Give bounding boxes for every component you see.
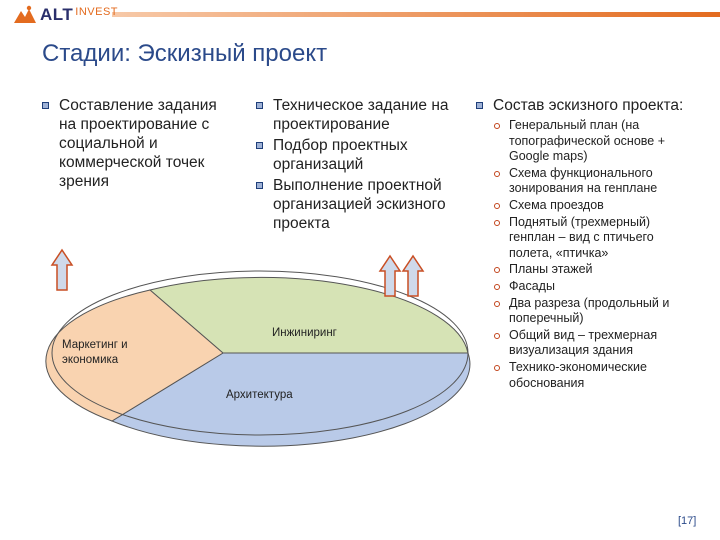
sub-item-text: Поднятый (трехмерный) генплан – вид с птичьего полета, «птичка»: [509, 214, 654, 260]
logo-suffix: INVEST: [75, 6, 119, 18]
bullet-text: Состав эскизного проекта:: [493, 97, 684, 114]
sub-item-text: Планы этажей: [509, 262, 593, 277]
slide-title: Стадии: Эскизный проект: [42, 40, 328, 67]
bullet-text: Подбор проектных организаций: [273, 137, 408, 173]
sub-item-text: Два разреза (продольный и поперечный): [509, 295, 670, 326]
sub-item-text: Технико-экономические обоснования: [509, 359, 647, 390]
sub-item-text: Общий вид – трехмерная визуализация здания: [509, 327, 658, 358]
sub-item-text: Схема функционального зонирования на генплане: [509, 165, 658, 196]
sub-item-text: Схема проездов: [509, 197, 604, 212]
up-arrow-icon: [403, 256, 423, 296]
bullet-text: Выполнение проектной организацией эскизного проекта: [273, 177, 446, 232]
bullet-text: Техническое задание на проектирование: [273, 97, 449, 133]
label-marketing-line2: экономика: [62, 354, 119, 366]
up-arrow-icon: [52, 250, 72, 290]
label-engineering: Инжиниринг: [272, 327, 337, 339]
logo-brand: ALT: [40, 5, 74, 24]
bullet-text: Составление задания на проектирование с социальной и коммерческой точек зрения: [59, 97, 217, 190]
sub-item-text: Генеральный план (на топографической основе + Google maps): [509, 118, 665, 164]
sub-item-text: Фасады: [509, 278, 555, 293]
up-arrow-icon: [380, 256, 400, 296]
page-number: [17]: [678, 515, 697, 527]
label-marketing-line1: Маркетинг и: [62, 339, 128, 351]
label-architecture: Архитектура: [226, 389, 293, 401]
